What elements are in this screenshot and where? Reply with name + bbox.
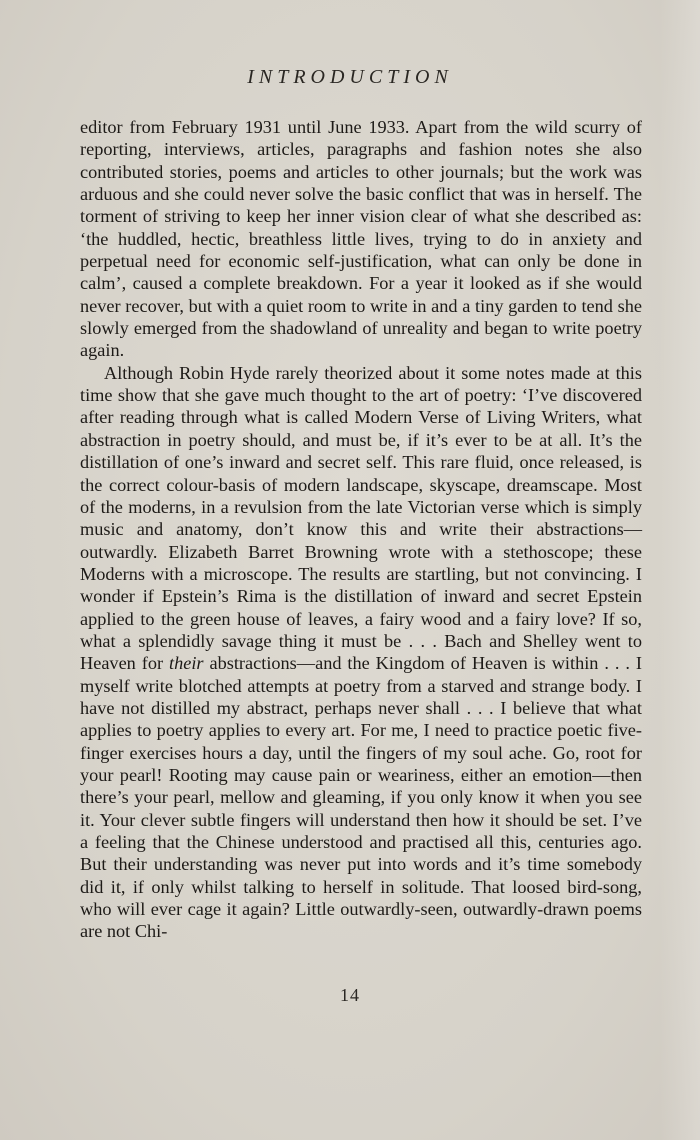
body-text [80, 116, 642, 943]
italic-emphasis: their [169, 653, 204, 674]
paragraph-2 [80, 362, 642, 943]
paragraph-1: editor from February 1931 until June 1933. Apart from the wild scurry of reporting, interviews, articles, paragraphs and fashion notes she also contributed stories, poems and articles to other journals; but the work was arduous and she could never solve the basic conflict that was in herself. The torment of striving to keep her inner vision clear of what she described as: ‘the huddled, hectic, breathless little lives, trying to do in anxiety and perpetual need for economic self-justification, what can only be done in calm’, caused a complete breakdown. For a year it looked as if she would never recover, but with a quiet room to write in and a tiny garden to tend she slowly emerged from the shadowland of unreality and began to write poetry again. [80, 117, 642, 361]
page-number: 14 [340, 985, 360, 1005]
paragraph-2-part-2: abstractions—and the Kingdom of Heaven is within . . . I myself write blotched attempts at poetry from a starved and strange body. I have not distilled my abstract, perhaps never shall . . . I believe that what applies to poetry applies to every art. For me, I need to practice poetic five-finger exercises hours a day, until the fingers of my soul ache. Go, root for your pearl! Rooting may cause pain or weariness, either an emotion—then there’s your pearl, mellow and gleaming, if you only know it when you see it. Your clever subtle fingers will understand then how it should be set. I’ve a feeling that the Chinese understood and practised all this, centuries ago. But their understanding was never put into words and it’s time somebody did it, if only whilst talking to herself in solitude. That loosed bird-song, who will ever cage it again? Little outwardly-seen, outwardly-drawn poems are not Chi- [80, 653, 642, 942]
running-header: INTRODUCTION [247, 66, 453, 88]
paragraph-2-part-1: Although Robin Hyde rarely theorized about it some notes made at this time show that she gave much thought to the art of poetry: ‘I’ve discovered after reading through what is called Modern Verse of Living Writers, what abstraction in poetry should, and must be, if it’s ever to be at all. It’s the distillation of one’s inward and secret self. This rare fluid, once released, is the correct colour-basis of modern landscape, skyscape, dreamscape. Most of the moderns, in a revulsion from the late Victorian verse which is simply music and anatomy, don’t know this and write their abstractions—outwardly. Elizabeth Barret Browning wrote with a stethoscope; these Moderns with a microscope. The results are startling, but not convincing. I wonder if Epstein’s Rima is the distillation of inward and secret Epstein applied to the green house of leaves, a fairy wood and a fairy love? If so, what a splendidly savage thing it must be . . . Bach and Shelley went to Heaven for [80, 362, 642, 674]
